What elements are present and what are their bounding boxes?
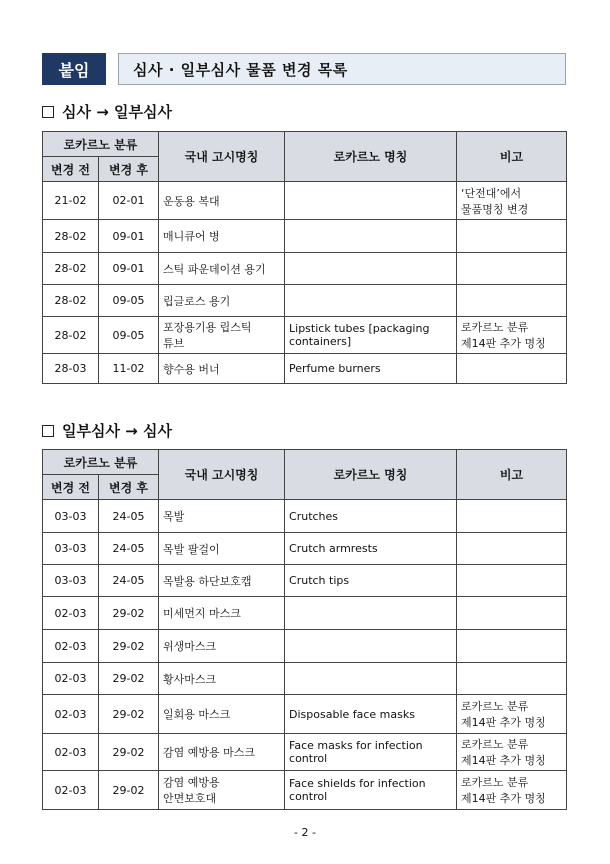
cell-locarno-name: Crutches <box>285 500 457 533</box>
cell-locarno-name: Lipstick tubes [packaging containers] <box>285 317 457 354</box>
table-partial-to-review <box>42 449 567 810</box>
table-row <box>43 734 567 771</box>
cell-locarno-name: Face shields for infection control <box>285 771 457 810</box>
cell-before: 28-03 <box>43 354 99 384</box>
table-row <box>43 630 567 663</box>
cell-remark: 로카르노 분류 제14판 추가 명칭 <box>457 771 567 810</box>
cell-after: 29-02 <box>99 695 159 734</box>
cell-after: 11-02 <box>99 354 159 384</box>
cell-domestic-name: 목발 <box>159 500 285 533</box>
table-row <box>43 533 567 565</box>
cell-before: 02-03 <box>43 630 99 663</box>
table-row <box>43 317 567 354</box>
cell-before: 28-02 <box>43 317 99 354</box>
header-domestic-name: 국내 고시명칭 <box>159 132 285 182</box>
cell-before: 03-03 <box>43 565 99 597</box>
cell-domestic-name: 포장용기용 립스틱 튜브 <box>159 317 285 354</box>
cell-before: 28-02 <box>43 253 99 285</box>
table-row <box>43 695 567 734</box>
cell-locarno-name: Crutch armrests <box>285 533 457 565</box>
table-row <box>43 597 567 630</box>
table-row <box>43 500 567 533</box>
cell-locarno-name <box>285 597 457 630</box>
table-row <box>43 253 567 285</box>
cell-after: 09-05 <box>99 285 159 317</box>
header-locarno-name: 로카르노 명칭 <box>285 132 457 182</box>
cell-before: 21-02 <box>43 182 99 220</box>
cell-remark <box>457 285 567 317</box>
cell-locarno-name <box>285 285 457 317</box>
cell-after: 02-01 <box>99 182 159 220</box>
cell-locarno-name: Perfume burners <box>285 354 457 384</box>
cell-domestic-name: 위생마스크 <box>159 630 285 663</box>
cell-remark <box>457 220 567 253</box>
document-title: 심사 · 일부심사 물품 변경 목록 <box>118 53 566 85</box>
cell-domestic-name: 운동용 복대 <box>159 182 285 220</box>
table-body-2 <box>43 500 567 810</box>
table-row <box>43 771 567 810</box>
cell-domestic-name: 립글로스 용기 <box>159 285 285 317</box>
cell-after: 24-05 <box>99 533 159 565</box>
checkbox-square-icon <box>42 425 54 437</box>
section-heading-2-text: 일부심사 → 심사 <box>62 422 172 440</box>
cell-domestic-name: 목발 팔걸이 <box>159 533 285 565</box>
cell-remark: 로카르노 분류 제14판 추가 명칭 <box>457 695 567 734</box>
table-review-to-partial <box>42 131 567 384</box>
table-row <box>43 354 567 384</box>
cell-domestic-name: 일회용 마스크 <box>159 695 285 734</box>
cell-domestic-name: 목발용 하단보호캡 <box>159 565 285 597</box>
cell-after: 29-02 <box>99 734 159 771</box>
cell-after: 24-05 <box>99 565 159 597</box>
cell-locarno-name <box>285 630 457 663</box>
cell-domestic-name: 향수용 버너 <box>159 354 285 384</box>
table-row <box>43 663 567 695</box>
header-before: 변경 전 <box>43 475 99 500</box>
cell-domestic-name: 미세먼지 마스크 <box>159 597 285 630</box>
cell-domestic-name: 매니큐어 병 <box>159 220 285 253</box>
table-row <box>43 182 567 220</box>
cell-domestic-name: 감염 예방용 안면보호대 <box>159 771 285 810</box>
cell-locarno-name: Face masks for infection control <box>285 734 457 771</box>
table-body-1 <box>43 182 567 384</box>
cell-remark <box>457 565 567 597</box>
table-row <box>43 285 567 317</box>
cell-after: 09-05 <box>99 317 159 354</box>
header-locarno-group: 로카르노 분류 <box>43 450 159 475</box>
page-number: - 2 - <box>294 826 316 839</box>
header-after: 변경 후 <box>99 475 159 500</box>
cell-locarno-name: Disposable face masks <box>285 695 457 734</box>
cell-before: 03-03 <box>43 500 99 533</box>
cell-remark <box>457 354 567 384</box>
cell-remark <box>457 533 567 565</box>
section-heading-2 <box>42 420 172 441</box>
header-after: 변경 후 <box>99 157 159 182</box>
cell-locarno-name <box>285 253 457 285</box>
cell-after: 24-05 <box>99 500 159 533</box>
header-remarks: 비고 <box>457 132 567 182</box>
cell-locarno-name <box>285 663 457 695</box>
cell-before: 28-02 <box>43 220 99 253</box>
cell-locarno-name <box>285 182 457 220</box>
cell-remark: 로카르노 분류 제14판 추가 명칭 <box>457 734 567 771</box>
cell-after: 29-02 <box>99 597 159 630</box>
cell-after: 29-02 <box>99 663 159 695</box>
cell-before: 02-03 <box>43 734 99 771</box>
section-heading-1-text: 심사 → 일부심사 <box>62 103 172 121</box>
cell-after: 29-02 <box>99 630 159 663</box>
cell-after: 09-01 <box>99 253 159 285</box>
cell-before: 02-03 <box>43 771 99 810</box>
cell-domestic-name: 스틱 파운데이션 용기 <box>159 253 285 285</box>
cell-after: 09-01 <box>99 220 159 253</box>
cell-before: 02-03 <box>43 695 99 734</box>
cell-after: 29-02 <box>99 771 159 810</box>
cell-before: 02-03 <box>43 597 99 630</box>
header-domestic-name: 국내 고시명칭 <box>159 450 285 500</box>
table-row <box>43 220 567 253</box>
cell-domestic-name: 황사마스크 <box>159 663 285 695</box>
cell-remark <box>457 253 567 285</box>
title-bar <box>42 53 566 85</box>
header-before: 변경 전 <box>43 157 99 182</box>
cell-locarno-name <box>285 220 457 253</box>
checkbox-square-icon <box>42 106 54 118</box>
cell-remark: ‘단전대’에서 물품명칭 변경 <box>457 182 567 220</box>
cell-domestic-name: 감염 예방용 마스크 <box>159 734 285 771</box>
cell-remark <box>457 597 567 630</box>
header-remarks: 비고 <box>457 450 567 500</box>
cell-remark <box>457 500 567 533</box>
cell-before: 28-02 <box>43 285 99 317</box>
table-row <box>43 565 567 597</box>
cell-remark <box>457 663 567 695</box>
cell-before: 02-03 <box>43 663 99 695</box>
header-locarno-group: 로카르노 분류 <box>43 132 159 157</box>
cell-locarno-name: Crutch tips <box>285 565 457 597</box>
cell-remark <box>457 630 567 663</box>
section-heading-1 <box>42 101 172 122</box>
cell-before: 03-03 <box>43 533 99 565</box>
attachment-badge: 붙임 <box>42 53 106 85</box>
header-locarno-name: 로카르노 명칭 <box>285 450 457 500</box>
cell-remark: 로카르노 분류 제14판 추가 명칭 <box>457 317 567 354</box>
